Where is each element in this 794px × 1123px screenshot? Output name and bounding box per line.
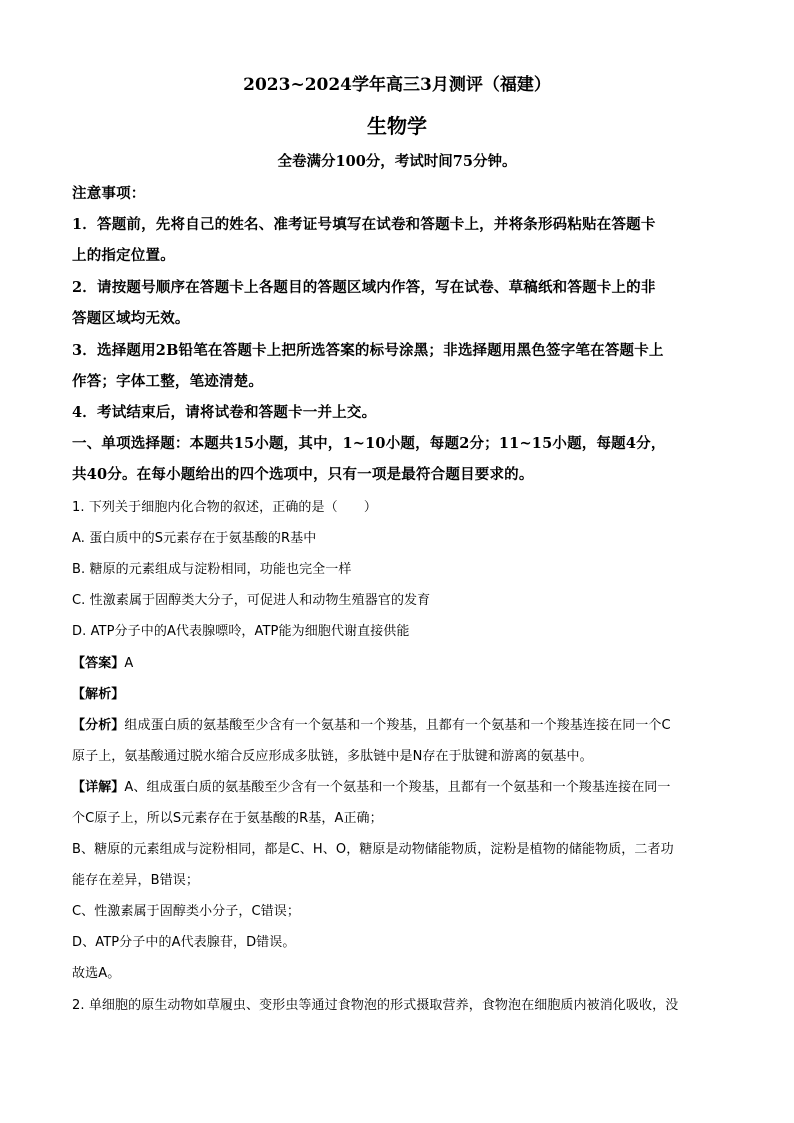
xiangjie-line-4: 能存在差异，B错误；	[72, 873, 199, 888]
fenxi-text-1: 组成蛋白质的氨基酸至少含有一个氨基和一个羧基，且都有一个氨基和一个羧基连接在同一个C	[124, 718, 671, 733]
notice-item-1-line-2: 上的指定位置。	[72, 247, 175, 264]
notice-item-2-line-1: 2．请按题号顺序在答题卡上各题目的答题区域内作答，写在试卷、草稿纸和答题卡上的非	[72, 279, 656, 296]
xiangjie-text-1: A、组成蛋白质的氨基酸至少含有一个氨基和一个羧基，且都有一个氨基和一个羧基连接在同一	[124, 780, 671, 795]
question-1-answer	[72, 652, 133, 671]
analysis-tag: 【解析】	[72, 687, 125, 702]
xiangjie-line-2: 个C原子上，所以S元素存在于氨基酸的R基，A正确；	[72, 811, 383, 826]
exam-note: 全卷满分100分，考试时间75分钟。	[277, 153, 517, 170]
conclusion: 故选A。	[72, 966, 121, 981]
answer-tag: 【答案】	[72, 656, 125, 671]
subject-title: 生物学	[367, 114, 427, 138]
section-1-heading-line-2: 共40分。在每小题给出的四个选项中，只有一项是最符合题目要求的。	[72, 466, 534, 483]
xiangjie-line-3: B、糖原的元素组成与淀粉相同，都是C、H、O，糖原是动物储能物质，淀粉是植物的储能物质，二者功	[72, 842, 674, 857]
section-1-heading-line-1: 一、单项选择题：本题共15小题，其中，1~10小题，每题2分；11~15小题，每题4分，	[72, 435, 666, 452]
question-1-option-c: C. 性激素属于固醇类大分子，可促进人和动物生殖器官的发育	[72, 593, 431, 608]
exam-title: 2023~2024学年高三3月测评（福建）	[243, 75, 551, 95]
xiangjie-line-5: C、性激素属于固醇类小分子，C错误；	[72, 904, 300, 919]
question-1-option-b: B. 糖原的元素组成与淀粉相同，功能也完全一样	[72, 562, 352, 577]
question-1-option-a: A. 蛋白质中的S元素存在于氨基酸的R基中	[72, 531, 317, 546]
xiangjie-line-6: D、ATP分子中的A代表腺苷，D错误。	[72, 935, 296, 950]
notice-item-3-line-2: 作答；字体工整，笔迹清楚。	[72, 373, 264, 390]
notice-item-3-line-1: 3．选择题用2B铅笔在答题卡上把所选答案的标号涂黑；非选择题用黑色签字笔在答题卡上	[72, 342, 664, 359]
xiangjie-tag: 【详解】	[72, 780, 125, 795]
notice-item-4: 4．考试结束后，请将试卷和答题卡一并上交。	[72, 404, 377, 421]
notice-heading: 注意事项：	[72, 185, 146, 202]
notice-item-1-line-1: 1．答题前，先将自己的姓名、准考证号填写在试卷和答题卡上，并将条形码粘贴在答题卡	[72, 216, 656, 233]
fenxi-line-1	[72, 714, 671, 733]
answer-value: A	[124, 656, 134, 671]
xiangjie-line-1	[72, 776, 671, 795]
question-2-stem-line-1: 2. 单细胞的原生动物如草履虫、变形虫等通过食物泡的形式摄取营养，食物泡在细胞质内被消化吸收，没	[72, 998, 679, 1013]
question-1-stem: 1. 下列关于细胞内化合物的叙述，正确的是（ ）	[72, 500, 378, 515]
notice-item-2-line-2: 答题区域均无效。	[72, 310, 190, 327]
question-1-option-d: D. ATP分子中的A代表腺嘌呤，ATP能为细胞代谢直接供能	[72, 624, 410, 639]
fenxi-tag: 【分析】	[72, 718, 125, 733]
fenxi-line-2: 原子上，氨基酸通过脱水缩合反应形成多肽链，多肽链中是N存在于肽键和游离的氨基中。	[72, 749, 593, 764]
